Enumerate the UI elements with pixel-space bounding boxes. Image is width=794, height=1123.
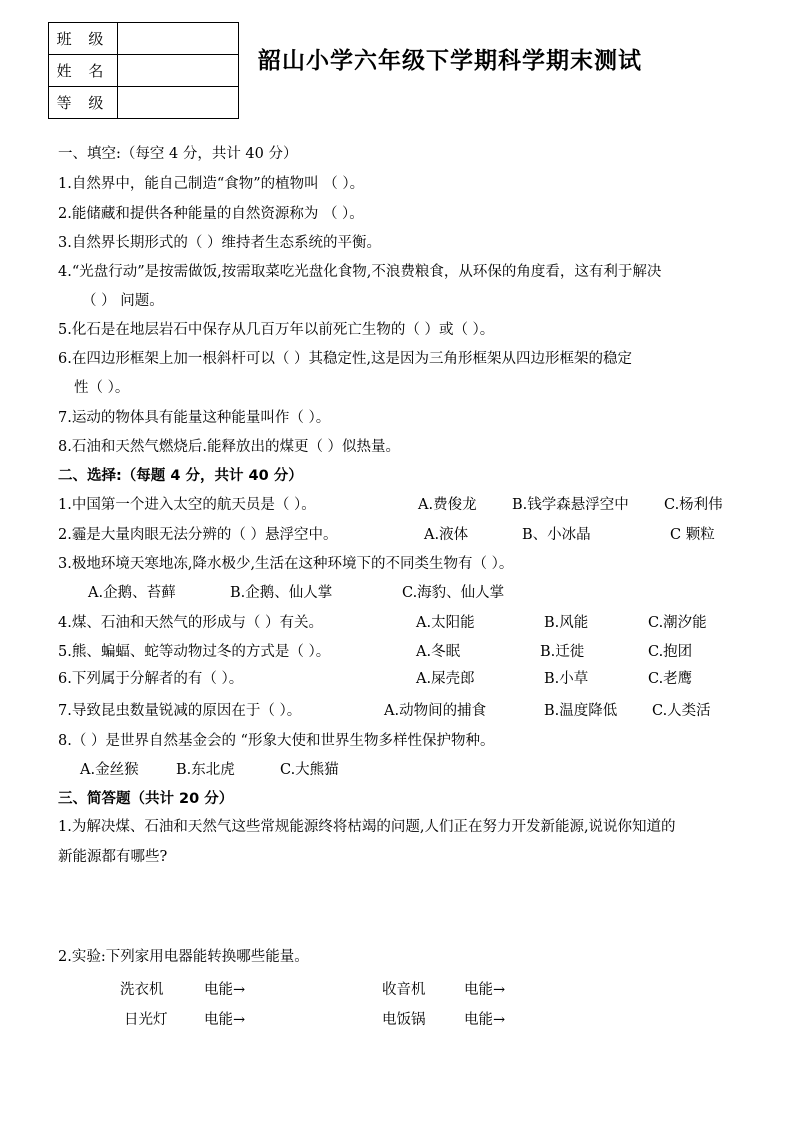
class-label: 班 级 [49,23,118,55]
fill-q4-line1: 4.“光盘行动”是按需做饭,按需取菜吃光盘化食物,不浪费粮食，从环保的角度看，这有利于解决 [58,264,662,280]
section2-heading: 二、选择:（每题 4 分，共计 40 分） [58,468,303,484]
choice-q1-b[interactable]: B.钱学森悬浮空中 [512,497,629,513]
fill-q2: 2.能储藏和提供各种能量的自然资源称为 （ ）。 [58,206,364,222]
choice-q2-c[interactable]: C 颗粒 [670,527,715,543]
choice-q3-c[interactable]: C.海豹、仙人掌 [402,585,505,601]
section1-heading: 一、填空:（每空 4 分，共计 40 分） [58,146,298,162]
choice-q2-a[interactable]: A.液体 [424,527,469,543]
class-field[interactable] [118,23,239,55]
choice-q2-stem: 2.霾是大量肉眼无法分辨的（ ）悬浮空中。 [58,527,338,543]
fill-q7: 7.运动的物体具有能量这种能量叫作（ ）。 [58,410,331,426]
grade-label: 等 级 [49,87,118,119]
choice-q5-b[interactable]: B.迁徙 [540,644,585,660]
grade-field[interactable] [118,87,239,119]
student-info-table [48,22,239,119]
choice-q8-a[interactable]: A.金丝猴 [80,762,139,778]
choice-q1-c[interactable]: C.杨利伟 [664,497,723,513]
appliance-energy: 电能→ [204,1012,246,1028]
choice-q8-stem: 8.（ ）是世界自然基金会的 “形象大使和世界生物多样性保护物种。 [58,733,495,749]
choice-q6-c[interactable]: C.老鹰 [648,671,693,687]
choice-q8-c[interactable]: C.大熊猫 [280,762,339,778]
choice-q1-stem: 1.中国第一个进入太空的航天员是（ ）。 [58,497,316,513]
choice-q6-a[interactable]: A.屎壳郎 [416,671,475,687]
choice-q5-a[interactable]: A.冬眠 [416,644,461,660]
choice-q7-stem: 7.导致昆虫数量锐减的原因在于（ ）。 [58,703,302,719]
choice-q4-c[interactable]: C.潮汐能 [648,615,707,631]
choice-q4-stem: 4.煤、石油和天然气的形成与（ ）有关。 [58,615,323,631]
choice-q7-a[interactable]: A.动物间的捕食 [384,703,487,719]
choice-q4-a[interactable]: A.太阳能 [416,615,475,631]
choice-q5-c[interactable]: C.抱团 [648,644,693,660]
choice-q3-b[interactable]: B.企鹅、仙人掌 [230,585,333,601]
appliance-energy: 电能→ [204,982,246,998]
name-field[interactable] [118,55,239,87]
appliance-energy: 电能→ [464,982,506,998]
appliance-name: 电饭锅 [382,1012,426,1028]
choice-q7-c[interactable]: C.人类活 [652,703,711,719]
appliance-name: 日光灯 [124,1012,168,1028]
fill-q5: 5.化石是在地层岩石中保存从几百万年以前死亡生物的（ ）或（ ）。 [58,322,495,338]
appliance-energy: 电能→ [464,1012,506,1028]
choice-q3-a[interactable]: A.企鹅、苔藓 [88,585,176,601]
fill-q6-line2: 性（ ）。 [74,380,130,396]
choice-q7-b[interactable]: B.温度降低 [544,703,618,719]
name-label: 姓 名 [49,55,118,87]
choice-q6-b[interactable]: B.小草 [544,671,589,687]
fill-q1: 1.自然界中，能自己制造“食物”的植物叫 （ ）。 [58,176,365,192]
short-q1-line1: 1.为解决煤、石油和天然气这些常规能源终将枯竭的问题,人们正在努力开发新能源,说说你知道的 [58,819,676,835]
appliance-name: 收音机 [382,982,426,998]
section3-heading: 三、简答题（共计 20 分） [58,791,234,807]
fill-q3: 3.自然界长期形式的（ ）维持者生态系统的平衡。 [58,235,381,251]
appliance-name: 洗衣机 [120,982,164,998]
choice-q6-stem: 6.下列属于分解者的有（ ）。 [58,671,244,687]
fill-q6-line1: 6.在四边形框架上加一根斜杆可以（ ）其稳定性,这是因为三角形框架从四边形框架的稳定 [58,351,633,367]
choice-q4-b[interactable]: B.风能 [544,615,589,631]
choice-q1-a[interactable]: A.费俊龙 [418,497,477,513]
page-title: 韶山小学六年级下学期科学期末测试 [258,48,642,74]
fill-q4-line2: （ ） 问题。 [82,293,164,309]
short-q2: 2.实验:下列家用电器能转换哪些能量。 [58,949,309,965]
choice-q2-b[interactable]: B、小冰晶 [522,527,591,543]
fill-q8: 8.石油和天然气燃烧后.能释放出的煤更（ ）似热量。 [58,439,401,455]
short-q1-line2: 新能源都有哪些? [58,849,168,865]
choice-q5-stem: 5.熊、蝙蝠、蛇等动物过冬的方式是（ ）。 [58,644,331,660]
choice-q8-b[interactable]: B.东北虎 [176,762,235,778]
choice-q3-stem: 3.极地环境天寒地冻,降水极少,生活在这种环境下的不同类生物有（ ）。 [58,556,514,572]
